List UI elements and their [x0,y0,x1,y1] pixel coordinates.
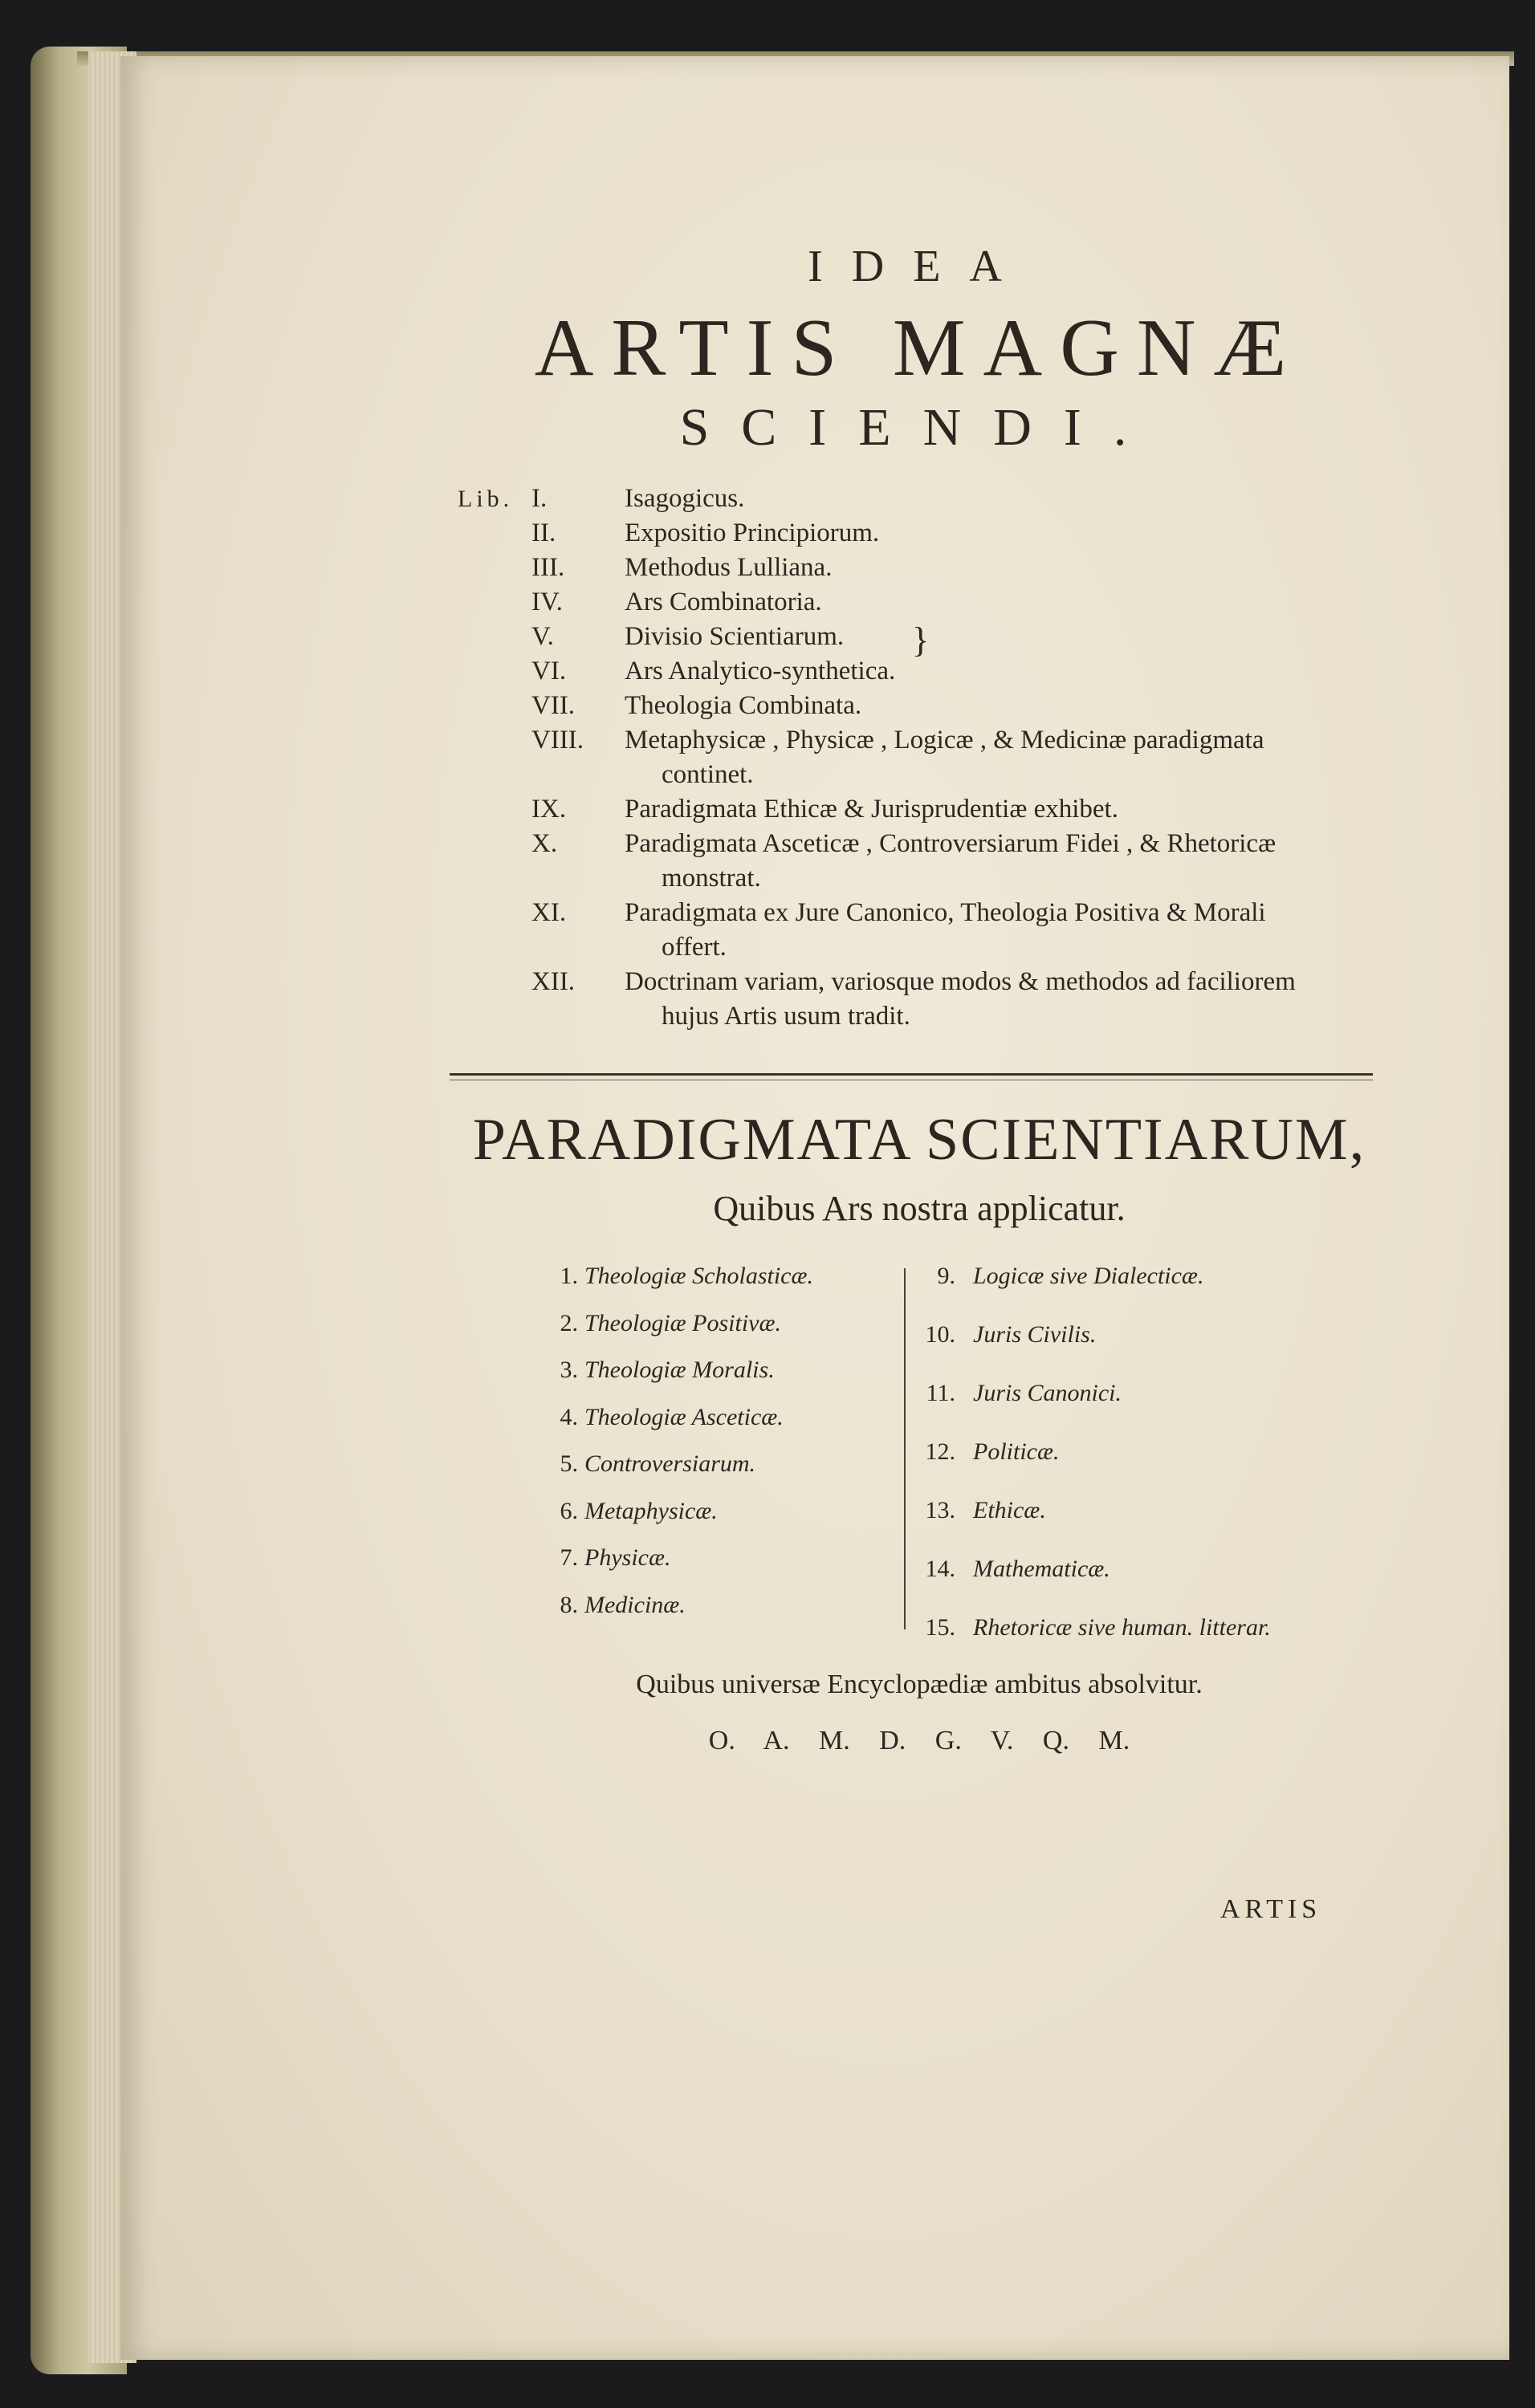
title-artis-magnae: ARTIS MAGNÆ [534,303,1305,393]
item-number: 6. [560,1497,578,1524]
book-number: V. [531,622,554,651]
book-number: XII. [531,967,576,996]
book-description: Methodus Lulliana. [625,553,833,582]
contents-row [458,585,1389,620]
sciences-list-right [907,1263,1357,1673]
book-number: VIII. [531,726,584,755]
sciences-list-left [530,1263,907,1638]
contents-row [458,620,1389,654]
item-label: Theologiæ Positivæ. [584,1309,782,1336]
book-description [625,723,1389,792]
book-number: IV. [531,588,563,616]
list-item [530,1404,907,1451]
item-label: Logicæ sive Dialecticæ. [973,1263,1204,1289]
contents-row [458,792,1389,827]
item-label: Theologiæ Scholasticæ. [584,1263,813,1289]
list-item [907,1321,1357,1380]
contents-row [458,723,1389,792]
brace-mark: } [912,620,930,660]
item-number: 8. [560,1591,578,1618]
item-number: 1. [560,1263,578,1289]
item-number: 4. [560,1403,578,1430]
list-item [530,1544,907,1592]
item-label: Physicæ. [584,1544,671,1571]
book-number: XI. [531,898,567,927]
item-number: 13. [925,1497,955,1523]
catchword: ARTIS [1220,1894,1322,1924]
book-number: III. [531,553,565,582]
list-item [530,1498,907,1545]
paradigmata-subtitle: Quibus Ars nostra applicatur. [713,1189,1126,1228]
contents-row [458,827,1389,896]
book-number: X. [531,829,558,858]
item-number: 3. [560,1357,578,1383]
description-continuation: offert. [662,933,727,962]
book-number: IX. [531,795,567,824]
book-number: VII. [531,691,576,720]
book-description: Divisio Scientiarum. [625,622,845,651]
item-number: 11. [926,1380,955,1406]
book-number: I. [531,484,548,513]
book-description [625,896,1389,965]
item-label: Rhetoricæ sive human. litterar. [973,1614,1271,1641]
list-item [530,1310,907,1357]
paradigmata-title: PARADIGMATA SCIENTIARUM, [472,1107,1366,1173]
section-rule [450,1073,1373,1076]
contents-row [458,551,1389,585]
item-number: 7. [560,1544,578,1571]
column-divider [904,1268,906,1629]
item-number: 12. [925,1438,955,1465]
description-continuation: continet. [662,760,754,789]
item-number: 9. [937,1263,955,1289]
description-line: Doctrinam variam, variosque modos & methodos ad faciliorem [625,967,1296,996]
contents-row [458,516,1389,551]
book-description: Isagogicus. [625,484,745,513]
book-number: VI. [531,657,567,685]
table-of-contents [458,482,1389,1034]
item-label: Medicinæ. [584,1591,686,1618]
item-label: Ethicæ. [973,1497,1046,1523]
item-label: Juris Canonici. [973,1380,1122,1406]
dedication-initials: O. A. M. D. G. V. Q. M. [708,1726,1130,1755]
contents-row [458,482,1389,516]
item-label: Theologiæ Asceticæ. [584,1403,784,1430]
book-description: Paradigmata Ethicæ & Jurisprudentiæ exhibet. [625,795,1118,824]
description-line: Metaphysicæ , Physicæ , Logicæ , & Medicinæ paradigmata [625,726,1264,755]
description-line: Paradigmata Asceticæ , Controversiarum Fidei , & Rhetoricæ [625,829,1276,858]
book-description: Theologia Combinata. [625,691,862,720]
book-description [625,965,1389,1034]
description-continuation: hujus Artis usum tradit. [662,1002,910,1031]
item-number: 15. [925,1614,955,1641]
item-label: Controversiarum. [584,1450,756,1477]
contents-row [458,896,1389,965]
list-item [907,1556,1357,1614]
book-number: II. [531,519,556,547]
item-label: Theologiæ Moralis. [584,1357,775,1383]
list-item [530,1263,907,1310]
item-number: 2. [560,1309,578,1336]
list-item [907,1614,1357,1673]
item-number: 5. [560,1450,578,1477]
item-label: Politicæ. [973,1438,1060,1465]
contents-row [458,965,1389,1034]
book-description [625,827,1389,896]
title-sciendi: SCIENDI. [679,398,1159,457]
list-item [907,1380,1357,1438]
book-description: Expositio Principiorum. [625,519,880,547]
book-description: Ars Analytico-synthetica. [625,657,896,685]
item-number: 14. [925,1556,955,1582]
item-label: Mathematicæ. [973,1556,1110,1582]
title-idea: IDEA [808,242,1031,291]
item-label: Metaphysicæ. [584,1497,718,1524]
closing-sentence: Quibus universæ Encyclopædiæ ambitus absolvitur. [636,1670,1203,1699]
list-item [907,1497,1357,1556]
description-line: Paradigmata ex Jure Canonico, Theologia Positiva & Morali [625,898,1266,927]
description-continuation: monstrat. [662,864,761,893]
item-label: Juris Civilis. [973,1321,1097,1348]
list-item [907,1438,1357,1497]
book-description: Ars Combinatoria. [625,588,822,616]
list-item [530,1592,907,1639]
list-item [907,1263,1357,1321]
item-number: 10. [925,1321,955,1348]
lib-label: Lib. [458,486,514,512]
contents-row [458,654,1389,689]
list-item [530,1357,907,1404]
contents-row [458,689,1389,723]
list-item [530,1450,907,1498]
